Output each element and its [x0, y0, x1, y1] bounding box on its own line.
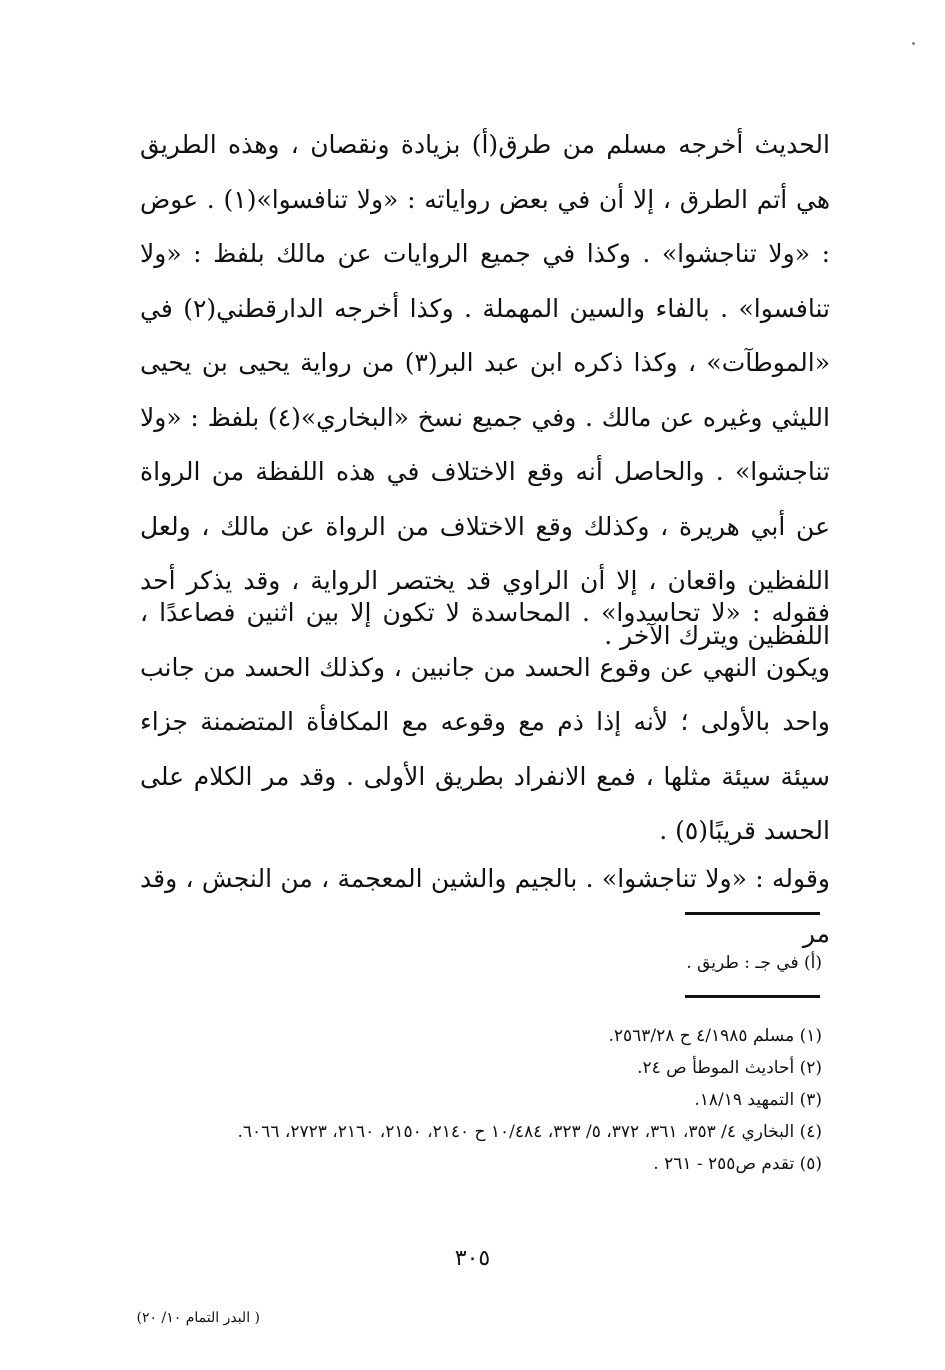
paragraph-text: فقوله : «لا تحاسدوا» . المحاسدة لا تكون إلا بين اثنين فصاعدًا ، ويكون النهي عن وقوع الحسد من جانبين ، وكذلك الحسد من جانب واحد بالأولى ؛ لأنه إذا ذم مع وقوعه مع المكافأة المتضمنة جزاء سيئة سيئة مثلها ، فمع الانفراد بطريق الأولى . وقد مر الكلام على الحسد قريبًا(٥) .: [140, 598, 830, 845]
footnote-divider: [685, 995, 820, 998]
footnote-1: (١) مسلم ٤/١٩٨٥ ح ٢٥٦٣/٢٨.: [608, 1026, 822, 1046]
paragraph-text: وقوله : «ولا تناجشوا» . بالجيم والشين المعجمة ، من النجش ، وقد مر: [140, 864, 830, 948]
footnote-3: (٣) التمهيد ١٨/١٩.: [694, 1090, 822, 1110]
body-paragraph-1: [140, 118, 830, 663]
body-paragraph-2: [140, 586, 830, 859]
footnotes: [150, 1020, 822, 1180]
variant-note: (أ) في جـ : طريق .: [686, 953, 822, 973]
variant-notes: [150, 948, 822, 978]
footnote-2: (٢) أحاديث الموطأ ص ٢٤.: [637, 1058, 822, 1078]
book-signature: ( البدر التمام ١٠/ ٢٠): [136, 1310, 260, 1326]
footnote-divider: [685, 912, 820, 915]
scan-dot: [912, 42, 915, 45]
paragraph-text: الحديث أخرجه مسلم من طرق(أ) بزيادة ونقصان ، وهذه الطريق هي أتم الطرق ، إلا أن في بعض رواياته : «ولا تنافسوا»(١) . عوض : «ولا تناجشوا» . وكذا في جميع الروايات عن مالك بلفظ : «ولا تنافسوا» . بالفاء والسين المهملة . وكذا أخرجه الدارقطني(٢) في «الموطآت» ، وكذا ذكره ابن عبد البر(٣) من رواية يحيى بن يحيى الليثي وغيره عن مالك . وفي جميع نسخ «البخاري»(٤) بلفظ : «ولا تناجشوا» . والحاصل أنه وقع الاختلاف في هذه اللفظة من الرواة عن أبي هريرة ، وكذلك وقع الاختلاف من الرواة عن مالك ، ولعل اللفظين واقعان ، إلا أن الراوي قد يختصر الرواية ، وقد يذكر أحد اللفظين ويترك الآخر .: [140, 130, 831, 650]
footnote-4: (٤) البخاري ٤/ ٣٥٣، ٣٦١، ٣٧٢، ٥/ ٣٢٣، ١٠/٤٨٤ ح ٢١٤٠، ٢١٥٠، ٢١٦٠، ٢٧٢٣، ٦٠٦٦.: [237, 1122, 822, 1142]
body-paragraph-3: [140, 852, 830, 961]
page-number: ٣٠٥: [454, 1246, 491, 1271]
footnote-5: (٥) تقدم ص٢٥٥ - ٢٦١ .: [653, 1154, 822, 1174]
